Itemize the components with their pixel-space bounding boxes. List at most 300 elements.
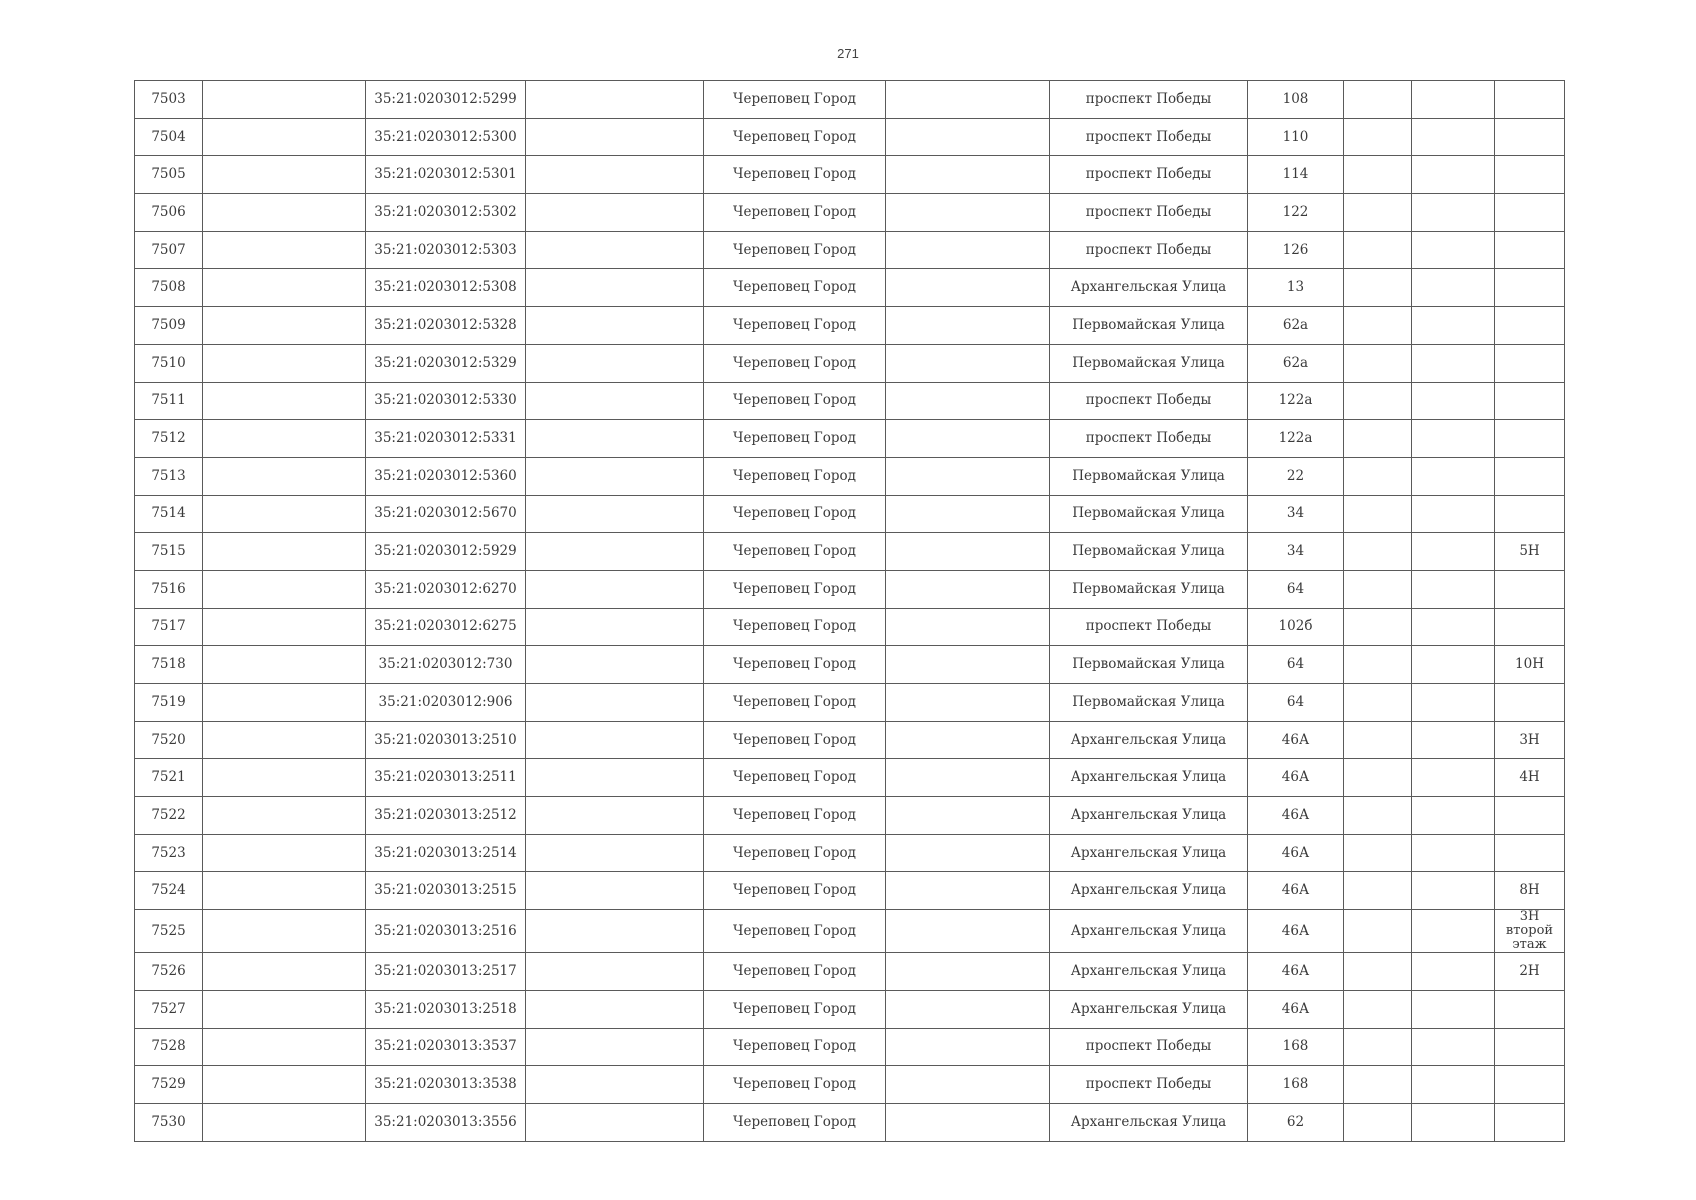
house-number-cell: 46А [1248, 759, 1344, 797]
empty-cell [203, 118, 366, 156]
empty-cell [1344, 797, 1412, 835]
empty-cell [1412, 307, 1495, 345]
empty-cell [203, 570, 366, 608]
empty-cell [526, 570, 704, 608]
empty-cell [1344, 118, 1412, 156]
premises-cell [1495, 495, 1565, 533]
house-number-cell: 46А [1248, 872, 1344, 910]
premises-cell [1495, 797, 1565, 835]
empty-cell [526, 990, 704, 1028]
empty-cell [886, 495, 1050, 533]
city-cell: Череповец Город [704, 1066, 886, 1104]
table-row [135, 1028, 1565, 1066]
table-row [135, 797, 1565, 835]
empty-cell [1412, 194, 1495, 232]
cadastral-number-cell: 35:21:0203013:2515 [366, 872, 526, 910]
city-cell: Череповец Город [704, 910, 886, 953]
empty-cell [1412, 382, 1495, 420]
empty-cell [526, 759, 704, 797]
city-cell: Череповец Город [704, 156, 886, 194]
table-row [135, 495, 1565, 533]
empty-cell [1344, 81, 1412, 119]
empty-cell [1344, 953, 1412, 991]
empty-cell [1344, 1028, 1412, 1066]
table-row [135, 834, 1565, 872]
premises-cell: 10Н [1495, 646, 1565, 684]
row-number-cell: 7520 [135, 721, 203, 759]
empty-cell [886, 834, 1050, 872]
cadastral-number-cell: 35:21:0203013:2518 [366, 990, 526, 1028]
premises-cell [1495, 684, 1565, 722]
empty-cell [886, 953, 1050, 991]
empty-cell [886, 1028, 1050, 1066]
row-number-cell: 7522 [135, 797, 203, 835]
street-cell: проспект Победы [1050, 118, 1248, 156]
empty-cell [1412, 953, 1495, 991]
empty-cell [886, 118, 1050, 156]
empty-cell [526, 646, 704, 684]
row-number-cell: 7526 [135, 953, 203, 991]
empty-cell [1412, 118, 1495, 156]
house-number-cell: 34 [1248, 533, 1344, 571]
street-cell: проспект Победы [1050, 1028, 1248, 1066]
premises-cell: 2Н [1495, 953, 1565, 991]
empty-cell [886, 684, 1050, 722]
empty-cell [1344, 344, 1412, 382]
empty-cell [1412, 344, 1495, 382]
house-number-cell: 46А [1248, 834, 1344, 872]
street-cell: Первомайская Улица [1050, 457, 1248, 495]
street-cell: Архангельская Улица [1050, 269, 1248, 307]
cadastral-number-cell: 35:21:0203012:5302 [366, 194, 526, 232]
city-cell: Череповец Город [704, 834, 886, 872]
empty-cell [203, 194, 366, 232]
cadastral-number-cell: 35:21:0203012:5670 [366, 495, 526, 533]
row-number-cell: 7529 [135, 1066, 203, 1104]
cadastral-number-cell: 35:21:0203012:5360 [366, 457, 526, 495]
table-row [135, 420, 1565, 458]
street-cell: проспект Победы [1050, 420, 1248, 458]
empty-cell [1412, 834, 1495, 872]
city-cell: Череповец Город [704, 570, 886, 608]
empty-cell [526, 194, 704, 232]
city-cell: Череповец Город [704, 953, 886, 991]
house-number-cell: 110 [1248, 118, 1344, 156]
house-number-cell: 108 [1248, 81, 1344, 119]
street-cell: Архангельская Улица [1050, 721, 1248, 759]
row-number-cell: 7519 [135, 684, 203, 722]
empty-cell [1344, 495, 1412, 533]
table-row [135, 872, 1565, 910]
empty-cell [1412, 608, 1495, 646]
table-row [135, 269, 1565, 307]
empty-cell [1412, 269, 1495, 307]
empty-cell [1344, 194, 1412, 232]
street-cell: Архангельская Улица [1050, 990, 1248, 1028]
row-number-cell: 7530 [135, 1103, 203, 1141]
empty-cell [526, 307, 704, 345]
city-cell: Череповец Город [704, 533, 886, 571]
empty-cell [203, 834, 366, 872]
table-row [135, 194, 1565, 232]
cadastral-number-cell: 35:21:0203012:5303 [366, 231, 526, 269]
street-cell: проспект Победы [1050, 231, 1248, 269]
city-cell: Череповец Город [704, 608, 886, 646]
registry-table [134, 80, 1565, 1142]
table-row [135, 1066, 1565, 1104]
empty-cell [526, 382, 704, 420]
empty-cell [203, 608, 366, 646]
empty-cell [203, 231, 366, 269]
empty-cell [203, 156, 366, 194]
empty-cell [1412, 684, 1495, 722]
empty-cell [526, 118, 704, 156]
premises-cell [1495, 81, 1565, 119]
empty-cell [203, 307, 366, 345]
house-number-cell: 46А [1248, 953, 1344, 991]
row-number-cell: 7508 [135, 269, 203, 307]
table-row [135, 990, 1565, 1028]
row-number-cell: 7504 [135, 118, 203, 156]
cadastral-number-cell: 35:21:0203012:5301 [366, 156, 526, 194]
house-number-cell: 126 [1248, 231, 1344, 269]
empty-cell [886, 231, 1050, 269]
empty-cell [203, 990, 366, 1028]
row-number-cell: 7523 [135, 834, 203, 872]
city-cell: Череповец Город [704, 495, 886, 533]
house-number-cell: 168 [1248, 1066, 1344, 1104]
city-cell: Череповец Город [704, 118, 886, 156]
street-cell: проспект Победы [1050, 194, 1248, 232]
premises-cell [1495, 990, 1565, 1028]
house-number-cell: 122а [1248, 420, 1344, 458]
empty-cell [1344, 382, 1412, 420]
row-number-cell: 7524 [135, 872, 203, 910]
city-cell: Череповец Город [704, 269, 886, 307]
table-row [135, 457, 1565, 495]
empty-cell [526, 1028, 704, 1066]
street-cell: проспект Победы [1050, 1066, 1248, 1104]
empty-cell [203, 684, 366, 722]
empty-cell [1344, 684, 1412, 722]
table-row [135, 382, 1565, 420]
city-cell: Череповец Город [704, 646, 886, 684]
empty-cell [1412, 81, 1495, 119]
empty-cell [203, 495, 366, 533]
empty-cell [886, 1103, 1050, 1141]
empty-cell [1412, 646, 1495, 684]
table-row [135, 231, 1565, 269]
empty-cell [203, 1066, 366, 1104]
empty-cell [526, 910, 704, 953]
empty-cell [1344, 1066, 1412, 1104]
premises-cell [1495, 344, 1565, 382]
empty-cell [886, 990, 1050, 1028]
empty-cell [526, 344, 704, 382]
empty-cell [526, 872, 704, 910]
empty-cell [1412, 570, 1495, 608]
empty-cell [1412, 533, 1495, 571]
premises-cell [1495, 382, 1565, 420]
table-row [135, 646, 1565, 684]
empty-cell [203, 81, 366, 119]
street-cell: проспект Победы [1050, 81, 1248, 119]
table-row [135, 721, 1565, 759]
empty-cell [886, 344, 1050, 382]
premises-cell: 3Н [1495, 721, 1565, 759]
empty-cell [1344, 269, 1412, 307]
empty-cell [1344, 608, 1412, 646]
street-cell: проспект Победы [1050, 382, 1248, 420]
empty-cell [203, 953, 366, 991]
premises-cell [1495, 156, 1565, 194]
table-row [135, 81, 1565, 119]
empty-cell [526, 721, 704, 759]
empty-cell [203, 721, 366, 759]
street-cell: проспект Победы [1050, 608, 1248, 646]
empty-cell [526, 495, 704, 533]
city-cell: Череповец Город [704, 231, 886, 269]
street-cell: Первомайская Улица [1050, 570, 1248, 608]
empty-cell [886, 81, 1050, 119]
street-cell: проспект Победы [1050, 156, 1248, 194]
empty-cell [886, 307, 1050, 345]
cadastral-number-cell: 35:21:0203013:2516 [366, 910, 526, 953]
empty-cell [886, 721, 1050, 759]
empty-cell [886, 420, 1050, 458]
empty-cell [526, 1066, 704, 1104]
row-number-cell: 7512 [135, 420, 203, 458]
table-row [135, 608, 1565, 646]
house-number-cell: 168 [1248, 1028, 1344, 1066]
table-row [135, 1103, 1565, 1141]
table-row [135, 118, 1565, 156]
table-row [135, 953, 1565, 991]
city-cell: Череповец Город [704, 382, 886, 420]
street-cell: Первомайская Улица [1050, 495, 1248, 533]
premises-cell: 3Н второй этаж [1495, 910, 1565, 953]
table-row [135, 156, 1565, 194]
empty-cell [1412, 1028, 1495, 1066]
empty-cell [1412, 910, 1495, 953]
cadastral-number-cell: 35:21:0203012:5308 [366, 269, 526, 307]
cadastral-number-cell: 35:21:0203012:730 [366, 646, 526, 684]
premises-cell [1495, 420, 1565, 458]
row-number-cell: 7517 [135, 608, 203, 646]
table-row [135, 759, 1565, 797]
empty-cell [886, 382, 1050, 420]
empty-cell [1344, 156, 1412, 194]
premises-cell: 5Н [1495, 533, 1565, 571]
cadastral-number-cell: 35:21:0203013:2512 [366, 797, 526, 835]
city-cell: Череповец Город [704, 684, 886, 722]
empty-cell [886, 608, 1050, 646]
cadastral-number-cell: 35:21:0203012:6270 [366, 570, 526, 608]
empty-cell [886, 910, 1050, 953]
premises-cell: 8Н [1495, 872, 1565, 910]
house-number-cell: 62 [1248, 1103, 1344, 1141]
premises-cell [1495, 231, 1565, 269]
row-number-cell: 7528 [135, 1028, 203, 1066]
city-cell: Череповец Город [704, 194, 886, 232]
house-number-cell: 122 [1248, 194, 1344, 232]
premises-cell [1495, 1028, 1565, 1066]
empty-cell [526, 533, 704, 571]
cadastral-number-cell: 35:21:0203012:5328 [366, 307, 526, 345]
cadastral-number-cell: 35:21:0203013:2511 [366, 759, 526, 797]
empty-cell [886, 1066, 1050, 1104]
empty-cell [886, 759, 1050, 797]
row-number-cell: 7505 [135, 156, 203, 194]
street-cell: Архангельская Улица [1050, 797, 1248, 835]
empty-cell [203, 382, 366, 420]
premises-cell [1495, 834, 1565, 872]
premises-cell [1495, 457, 1565, 495]
empty-cell [1344, 910, 1412, 953]
empty-cell [1344, 721, 1412, 759]
house-number-cell: 122а [1248, 382, 1344, 420]
empty-cell [1344, 307, 1412, 345]
table-row [135, 344, 1565, 382]
empty-cell [1344, 872, 1412, 910]
city-cell: Череповец Город [704, 344, 886, 382]
row-number-cell: 7515 [135, 533, 203, 571]
empty-cell [886, 457, 1050, 495]
premises-cell [1495, 1103, 1565, 1141]
empty-cell [203, 269, 366, 307]
empty-cell [526, 608, 704, 646]
table-row [135, 533, 1565, 571]
row-number-cell: 7511 [135, 382, 203, 420]
empty-cell [1412, 231, 1495, 269]
city-cell: Череповец Город [704, 872, 886, 910]
empty-cell [1412, 990, 1495, 1028]
empty-cell [526, 457, 704, 495]
street-cell: Первомайская Улица [1050, 344, 1248, 382]
street-cell: Архангельская Улица [1050, 910, 1248, 953]
city-cell: Череповец Город [704, 81, 886, 119]
empty-cell [1344, 990, 1412, 1028]
page-number: 271 [837, 46, 859, 61]
cadastral-number-cell: 35:21:0203013:3538 [366, 1066, 526, 1104]
row-number-cell: 7503 [135, 81, 203, 119]
empty-cell [203, 420, 366, 458]
empty-cell [203, 457, 366, 495]
house-number-cell: 62а [1248, 307, 1344, 345]
empty-cell [1412, 420, 1495, 458]
premises-cell [1495, 608, 1565, 646]
city-cell: Череповец Город [704, 457, 886, 495]
house-number-cell: 102б [1248, 608, 1344, 646]
empty-cell [1344, 834, 1412, 872]
street-cell: Архангельская Улица [1050, 834, 1248, 872]
empty-cell [1412, 1066, 1495, 1104]
street-cell: Архангельская Улица [1050, 872, 1248, 910]
house-number-cell: 46А [1248, 910, 1344, 953]
house-number-cell: 13 [1248, 269, 1344, 307]
empty-cell [526, 156, 704, 194]
city-cell: Череповец Город [704, 990, 886, 1028]
empty-cell [886, 194, 1050, 232]
house-number-cell: 46А [1248, 721, 1344, 759]
city-cell: Череповец Город [704, 797, 886, 835]
row-number-cell: 7514 [135, 495, 203, 533]
empty-cell [886, 269, 1050, 307]
row-number-cell: 7518 [135, 646, 203, 684]
cadastral-number-cell: 35:21:0203012:5329 [366, 344, 526, 382]
cadastral-number-cell: 35:21:0203012:5331 [366, 420, 526, 458]
house-number-cell: 64 [1248, 684, 1344, 722]
cadastral-number-cell: 35:21:0203012:5300 [366, 118, 526, 156]
empty-cell [1412, 495, 1495, 533]
premises-cell [1495, 307, 1565, 345]
street-cell: Архангельская Улица [1050, 953, 1248, 991]
empty-cell [886, 872, 1050, 910]
cadastral-number-cell: 35:21:0203013:2517 [366, 953, 526, 991]
empty-cell [203, 646, 366, 684]
premises-cell [1495, 194, 1565, 232]
empty-cell [1344, 457, 1412, 495]
row-number-cell: 7507 [135, 231, 203, 269]
street-cell: Первомайская Улица [1050, 684, 1248, 722]
empty-cell [1344, 759, 1412, 797]
cadastral-number-cell: 35:21:0203013:2510 [366, 721, 526, 759]
cadastral-number-cell: 35:21:0203012:5330 [366, 382, 526, 420]
empty-cell [886, 646, 1050, 684]
city-cell: Череповец Город [704, 759, 886, 797]
registry-table-body [135, 81, 1565, 1142]
premises-cell [1495, 269, 1565, 307]
city-cell: Череповец Город [704, 721, 886, 759]
street-cell: Первомайская Улица [1050, 646, 1248, 684]
street-cell: Архангельская Улица [1050, 1103, 1248, 1141]
empty-cell [886, 570, 1050, 608]
empty-cell [526, 684, 704, 722]
row-number-cell: 7509 [135, 307, 203, 345]
empty-cell [526, 1103, 704, 1141]
table-row [135, 684, 1565, 722]
empty-cell [1344, 231, 1412, 269]
empty-cell [886, 533, 1050, 571]
empty-cell [1412, 797, 1495, 835]
premises-cell [1495, 118, 1565, 156]
street-cell: Первомайская Улица [1050, 307, 1248, 345]
empty-cell [1344, 646, 1412, 684]
house-number-cell: 22 [1248, 457, 1344, 495]
house-number-cell: 62а [1248, 344, 1344, 382]
empty-cell [1412, 872, 1495, 910]
house-number-cell: 64 [1248, 570, 1344, 608]
city-cell: Череповец Город [704, 1103, 886, 1141]
empty-cell [1344, 533, 1412, 571]
empty-cell [526, 797, 704, 835]
house-number-cell: 46А [1248, 990, 1344, 1028]
street-cell: Первомайская Улица [1050, 533, 1248, 571]
table-row [135, 910, 1565, 953]
city-cell: Череповец Город [704, 420, 886, 458]
house-number-cell: 46А [1248, 797, 1344, 835]
empty-cell [1412, 721, 1495, 759]
empty-cell [526, 81, 704, 119]
empty-cell [203, 1028, 366, 1066]
empty-cell [203, 533, 366, 571]
premises-cell: 4Н [1495, 759, 1565, 797]
cadastral-number-cell: 35:21:0203012:5299 [366, 81, 526, 119]
empty-cell [203, 797, 366, 835]
city-cell: Череповец Город [704, 307, 886, 345]
empty-cell [1344, 570, 1412, 608]
cadastral-number-cell: 35:21:0203013:3537 [366, 1028, 526, 1066]
